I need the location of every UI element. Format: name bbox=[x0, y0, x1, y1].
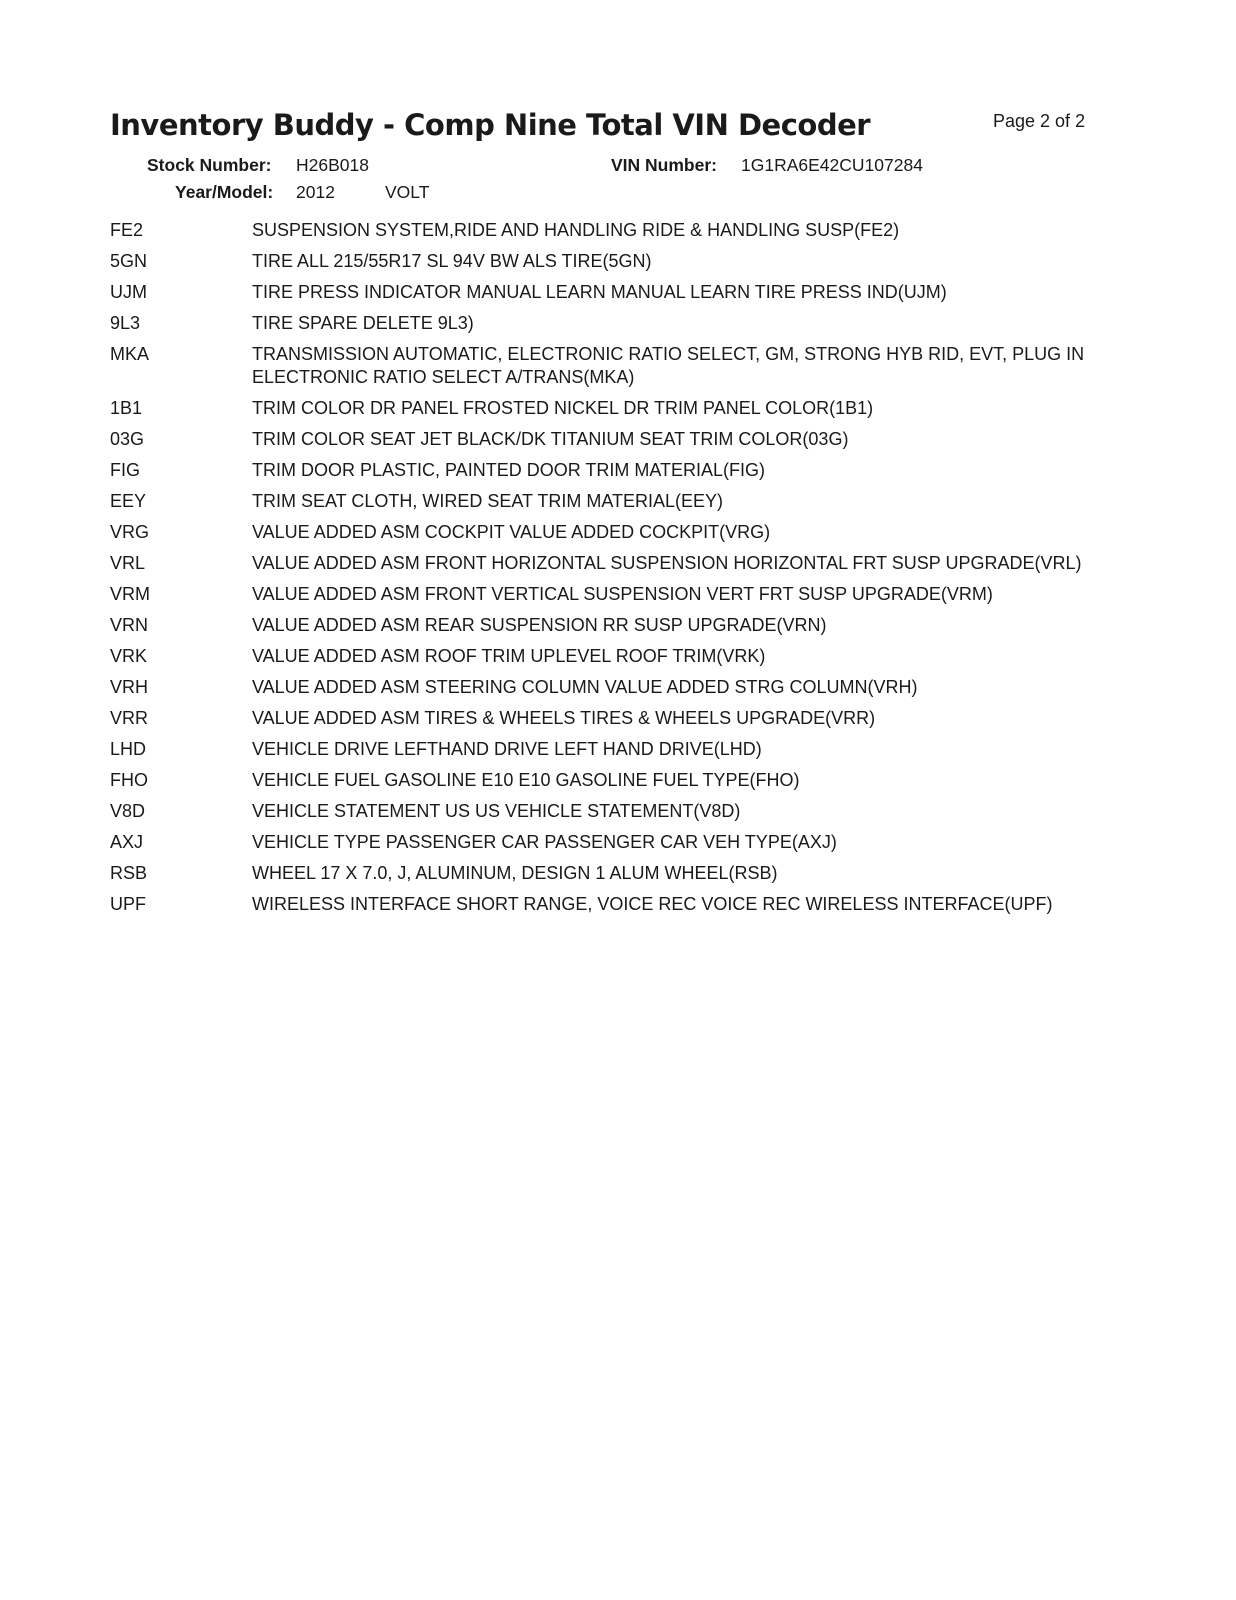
option-code: EEY bbox=[110, 491, 147, 511]
option-code-list bbox=[110, 219, 1110, 924]
vin-number-label: VIN Number: bbox=[611, 155, 717, 175]
option-description: VEHICLE DRIVE LEFTHAND DRIVE LEFT HAND DRIVE(LHD) bbox=[252, 739, 762, 759]
option-description: VEHICLE TYPE PASSENGER CAR PASSENGER CAR VEH TYPE(AXJ) bbox=[252, 832, 837, 852]
option-code: VRH bbox=[110, 677, 149, 697]
option-code: UPF bbox=[110, 894, 146, 914]
option-code: 5GN bbox=[110, 251, 148, 271]
option-description: WIRELESS INTERFACE SHORT RANGE, VOICE REC VOICE REC WIRELESS INTERFACE(UPF) bbox=[252, 894, 1053, 914]
option-code-row bbox=[110, 583, 1110, 606]
option-code-row bbox=[110, 490, 1110, 513]
option-code-row bbox=[110, 707, 1110, 730]
option-description: VEHICLE STATEMENT US US VEHICLE STATEMENT(V8D) bbox=[252, 801, 741, 821]
option-code-row bbox=[110, 831, 1110, 854]
option-code-row bbox=[110, 281, 1110, 304]
option-code-row bbox=[110, 343, 1110, 389]
option-code-row bbox=[110, 521, 1110, 544]
option-code: VRN bbox=[110, 615, 149, 635]
option-code: AXJ bbox=[110, 832, 144, 852]
model-value: VOLT bbox=[385, 182, 430, 202]
option-description: VALUE ADDED ASM STEERING COLUMN VALUE ADDED STRG COLUMN(VRH) bbox=[252, 677, 918, 697]
option-code: RSB bbox=[110, 863, 148, 883]
option-code: VRK bbox=[110, 646, 148, 666]
option-code-row bbox=[110, 428, 1110, 451]
option-code-row bbox=[110, 459, 1110, 482]
option-description: VEHICLE FUEL GASOLINE E10 E10 GASOLINE FUEL TYPE(FHO) bbox=[252, 770, 800, 790]
option-code-row bbox=[110, 738, 1110, 761]
option-code: FHO bbox=[110, 770, 148, 790]
option-code: 1B1 bbox=[110, 398, 143, 418]
option-code-row bbox=[110, 800, 1110, 823]
option-code-row bbox=[110, 397, 1110, 420]
option-code-row bbox=[110, 219, 1110, 242]
option-code-row bbox=[110, 862, 1110, 885]
option-description: TRIM SEAT CLOTH, WIRED SEAT TRIM MATERIAL(EEY) bbox=[252, 491, 724, 511]
option-description: SUSPENSION SYSTEM,RIDE AND HANDLING RIDE & HANDLING SUSP(FE2) bbox=[252, 220, 900, 240]
option-code: V8D bbox=[110, 801, 146, 821]
option-code: FIG bbox=[110, 460, 140, 480]
stock-number-value: H26B018 bbox=[296, 155, 369, 175]
option-code-row bbox=[110, 312, 1110, 335]
option-description: TIRE SPARE DELETE 9L3) bbox=[252, 313, 474, 333]
option-code: FE2 bbox=[110, 220, 144, 240]
option-description: TIRE ALL 215/55R17 SL 94V BW ALS TIRE(5GN) bbox=[252, 251, 652, 271]
option-description: TIRE PRESS INDICATOR MANUAL LEARN MANUAL LEARN TIRE PRESS IND(UJM) bbox=[252, 282, 947, 302]
option-code-row bbox=[110, 645, 1110, 668]
vin-number-value: 1G1RA6E42CU107284 bbox=[741, 155, 923, 175]
option-code-row bbox=[110, 614, 1110, 637]
option-code: VRM bbox=[110, 584, 150, 604]
option-description: TRIM COLOR DR PANEL FROSTED NICKEL DR TRIM PANEL COLOR(1B1) bbox=[252, 398, 874, 418]
option-description: VALUE ADDED ASM COCKPIT VALUE ADDED COCKPIT(VRG) bbox=[252, 522, 771, 542]
stock-number-label: Stock Number: bbox=[147, 155, 272, 175]
option-code: VRR bbox=[110, 708, 149, 728]
option-code: MKA bbox=[110, 344, 150, 364]
option-code: 9L3 bbox=[110, 313, 141, 333]
option-code-row bbox=[110, 552, 1110, 575]
option-code-row bbox=[110, 676, 1110, 699]
option-description: VALUE ADDED ASM REAR SUSPENSION RR SUSP UPGRADE(VRN) bbox=[252, 615, 827, 635]
option-code: UJM bbox=[110, 282, 147, 302]
option-description: VALUE ADDED ASM TIRES & WHEELS TIRES & WHEELS UPGRADE(VRR) bbox=[252, 708, 876, 728]
option-code-row bbox=[110, 250, 1110, 273]
option-description: VALUE ADDED ASM ROOF TRIM UPLEVEL ROOF TRIM(VRK) bbox=[252, 646, 766, 666]
option-code: VRL bbox=[110, 553, 146, 573]
option-code: 03G bbox=[110, 429, 145, 449]
document-title: Inventory Buddy - Comp Nine Total VIN Decoder bbox=[110, 108, 871, 142]
option-code: VRG bbox=[110, 522, 150, 542]
option-description: VALUE ADDED ASM FRONT HORIZONTAL SUSPENSION HORIZONTAL FRT SUSP UPGRADE(VRL) bbox=[252, 553, 1082, 573]
page-number: Page 2 of 2 bbox=[993, 111, 1086, 131]
option-description: WHEEL 17 X 7.0, J, ALUMINUM, DESIGN 1 ALUM WHEEL(RSB) bbox=[252, 863, 778, 883]
option-description: TRANSMISSION AUTOMATIC, ELECTRONIC RATIO SELECT, GM, STRONG HYB RID, EVT, PLUG IN ELECTRONIC RATIO SELECT A/TRANS(MKA) bbox=[252, 344, 1085, 387]
option-description: TRIM COLOR SEAT JET BLACK/DK TITANIUM SEAT TRIM COLOR(03G) bbox=[252, 429, 849, 449]
year-value: 2012 bbox=[296, 182, 335, 202]
option-description: TRIM DOOR PLASTIC, PAINTED DOOR TRIM MATERIAL(FIG) bbox=[252, 460, 766, 480]
option-description: VALUE ADDED ASM FRONT VERTICAL SUSPENSION VERT FRT SUSP UPGRADE(VRM) bbox=[252, 584, 993, 604]
option-code-row bbox=[110, 893, 1110, 916]
option-code: LHD bbox=[110, 739, 147, 759]
year-model-label: Year/Model: bbox=[175, 182, 274, 202]
option-code-row bbox=[110, 769, 1110, 792]
